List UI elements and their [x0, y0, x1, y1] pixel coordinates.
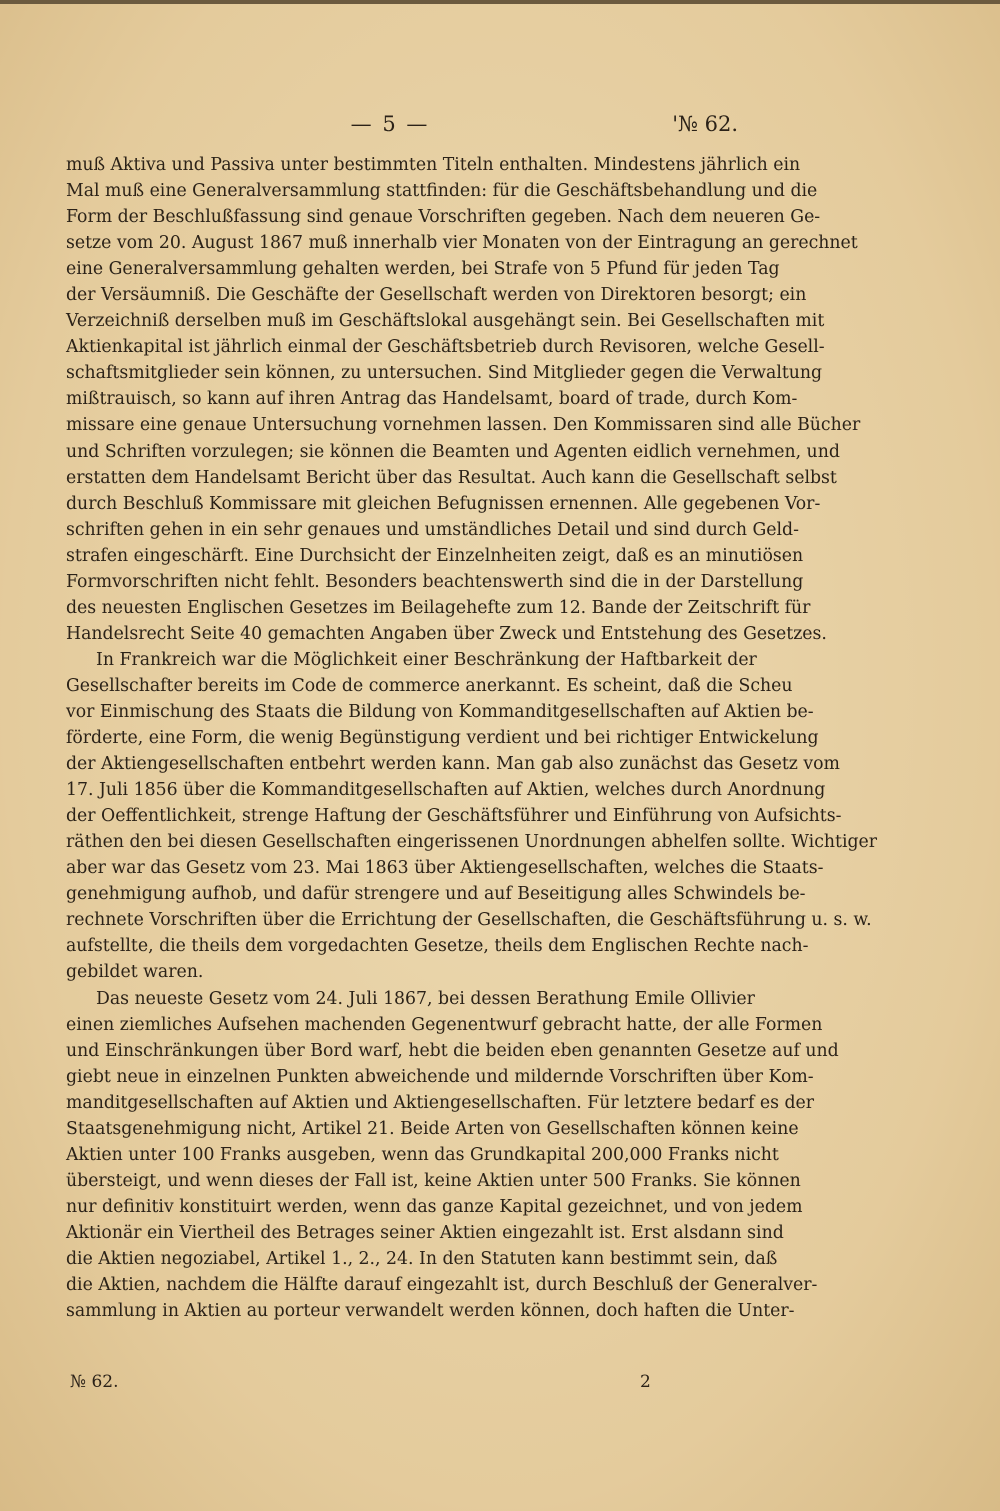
text-line: strafen eingeschärft. Eine Durchsicht der Einzelnheiten zeigt, daß es an minutiösen [66, 545, 804, 566]
text-line: durch Beschluß Kommissare mit gleichen Befugnissen ernennen. Alle gegebenen Vor- [66, 493, 821, 514]
text-line: sammlung in Aktien au porteur verwandelt werden können, doch haften die Unter- [66, 1301, 795, 1322]
text-line: und Schriften vorzulegen; sie können die Beamten und Agenten eidlich vernehmen, und [66, 441, 840, 462]
text-line: förderte, eine Form, die wenig Begünstigung verdient und bei richtiger Entwickelung [66, 728, 819, 749]
text-line: Das neueste Gesetz vom 24. Juli 1867, bei dessen Berathung Emile Ollivier [96, 988, 755, 1009]
text-line: rechnete Vorschriften über die Errichtung der Gesellschaften, die Geschäftsführung u. s. w. [66, 910, 872, 931]
text-line: die Aktien, nachdem die Hälfte darauf eingezahlt ist, durch Beschluß der Generalver- [66, 1275, 818, 1296]
text-line: räthen den bei diesen Gesellschaften eingerissenen Unordnungen abhelfen sollte. Wichtiger [66, 832, 878, 853]
paragraph [66, 986, 839, 1325]
text-line: genehmigung aufhob, und dafür strengere und auf Beseitigung alles Schwindels be- [66, 884, 806, 905]
text-line: In Frankreich war die Möglichkeit einer Beschränkung der Haftbarkeit der [96, 649, 757, 670]
page-footer [0, 1372, 1000, 1402]
signature-mark-left: № 62. [70, 1372, 119, 1392]
paragraph [66, 152, 861, 647]
text-line: aufstellte, die theils dem vorgedachten Gesetze, theils dem Englischen Rechte nach- [66, 936, 809, 957]
text-line: erstatten dem Handelsamt Bericht über das Resultat. Auch kann die Gesellschaft selbst [66, 467, 837, 488]
text-line: schriften gehen in ein sehr genaues und umständliches Detail und sind durch Geld- [66, 519, 799, 540]
text-line: Verzeichniß derselben muß im Geschäftslokal ausgehängt sein. Bei Gesellschaften mit [66, 311, 825, 332]
text-line: missare eine genaue Untersuchung vornehmen lassen. Den Kommissaren sind alle Bücher [66, 415, 861, 436]
text-line: Formvorschriften nicht fehlt. Besonders beachtenswerth sind die in der Darstellung [66, 571, 804, 592]
text-line: der Oeffentlichkeit, strenge Haftung der Geschäftsführer und Einführung von Aufsichts- [66, 806, 842, 827]
text-line: 17. Juli 1856 über die Kommanditgesellschaften auf Aktien, welches durch Anordnung [66, 780, 826, 801]
text-line: Aktionär ein Viertheil des Betrages seiner Aktien eingezahlt ist. Erst alsdann sind [66, 1222, 784, 1243]
text-line: Aktien unter 100 Franks ausgeben, wenn das Grundkapital 200,000 Franks nicht [66, 1144, 779, 1165]
page-top-edge [0, 0, 1000, 4]
text-line: Aktienkapital ist jährlich einmal der Geschäftsbetrieb durch Revisoren, welche Gesell- [66, 337, 825, 358]
text-line: manditgesellschaften auf Aktien und Aktiengesellschaften. Für letztere bedarf es der [66, 1092, 815, 1113]
text-line: eine Generalversammlung gehalten werden, bei Strafe von 5 Pfund für jeden Tag [66, 259, 780, 280]
signature-mark-right: 2 [640, 1372, 651, 1392]
text-line: aber war das Gesetz vom 23. Mai 1863 über Aktiengesellschaften, welches die Staats- [66, 858, 824, 879]
text-line: muß Aktiva und Passiva unter bestimmten Titeln enthalten. Mindestens jährlich ein [66, 155, 801, 175]
text-line: Handelsrecht Seite 40 gemachten Angaben über Zweck und Entstehung des Gesetzes. [66, 623, 827, 644]
document-number: '№ 62. [672, 112, 738, 136]
text-line: Form der Beschlußfassung sind genaue Vorschriften gegeben. Nach dem neueren Ge- [66, 207, 821, 228]
text-line: der Aktiengesellschaften entbehrt werden kann. Man gab also zunächst das Gesetz vom [66, 754, 840, 775]
text-line: Gesellschafter bereits im Code de commerce anerkannt. Es scheint, daß die Scheu [66, 675, 793, 696]
text-line: giebt neue in einzelnen Punkten abweichende und mildernde Vorschriften über Kom- [66, 1066, 814, 1087]
page-number: — 5 — [350, 112, 430, 136]
text-line: Staatsgenehmigung nicht, Artikel 21. Beide Arten von Gesellschaften können keine [66, 1118, 799, 1139]
text-line: vor Einmischung des Staats die Bildung von Kommanditgesellschaften auf Aktien be- [66, 701, 814, 722]
body-text [66, 152, 878, 1324]
text-line: mißtrauisch, so kann auf ihren Antrag das Handelsamt, board of trade, durch Kom- [66, 389, 798, 410]
text-line: die Aktien negoziabel, Artikel 1., 2., 24. In den Statuten kann bestimmt sein, daß [66, 1248, 778, 1269]
text-line: schaftsmitglieder sein können, zu untersuchen. Sind Mitglieder gegen die Verwaltung [66, 363, 823, 384]
text-line: einen ziemliches Aufsehen machenden Gegenentwurf gebracht hatte, der alle Formen [66, 1014, 823, 1035]
text-line: Mal muß eine Generalversammlung stattfinden: für die Geschäftsbehandlung und die [66, 181, 818, 202]
paragraph [66, 647, 878, 986]
text-line: und Einschränkungen über Bord warf, hebt die beiden eben genannten Gesetze auf und [66, 1040, 839, 1061]
text-line: übersteigt, und wenn dieses der Fall ist, keine Aktien unter 500 Franks. Sie können [66, 1170, 801, 1191]
text-line: der Versäumniß. Die Geschäfte der Gesellschaft werden von Direktoren besorgt; ein [66, 285, 807, 306]
page-header [0, 112, 1000, 144]
text-line: setze vom 20. August 1867 muß innerhalb vier Monaten von der Eintragung an gerechnet [66, 233, 858, 254]
text-line: gebildet waren. [66, 962, 204, 983]
text-line: des neuesten Englischen Gesetzes im Beilagehefte zum 12. Bande der Zeitschrift für [66, 597, 811, 618]
text-line: nur definitiv konstituirt werden, wenn das ganze Kapital gezeichnet, und von jedem [66, 1196, 803, 1217]
